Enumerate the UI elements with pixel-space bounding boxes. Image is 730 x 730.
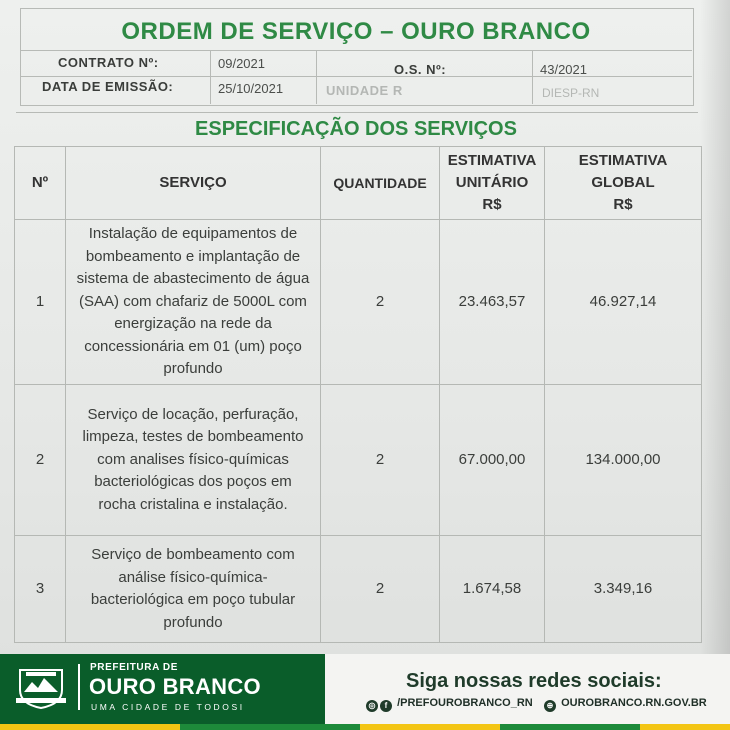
row-quantidade: 2 [321, 536, 440, 643]
col-num-header: Nº [15, 147, 66, 220]
spec-title: ESPECIFICAÇÃO DOS SERVIÇOS [195, 118, 517, 140]
emissao-label: DATA DE EMISSÃO: [42, 79, 174, 94]
col-global-line: ESTIMATIVA [578, 152, 668, 169]
footer-separator [78, 664, 80, 710]
globe-icon: ⊕ [544, 700, 556, 712]
paper-shadow [700, 0, 730, 660]
social-handle[interactable] [366, 697, 533, 712]
social-handle-text: /PREFOUROBRANCO_RN [397, 697, 533, 709]
row-unitario: 1.674,58 [440, 536, 545, 643]
header-divider [20, 50, 692, 51]
instagram-icon: ◎ [366, 700, 378, 712]
city-slogan: UMA CIDADE DE TODOSI [91, 702, 245, 712]
services-table [14, 146, 702, 643]
website-link[interactable] [544, 697, 707, 712]
footer-green-cut [285, 654, 325, 724]
header-divider [20, 76, 692, 77]
row-quantidade: 2 [321, 220, 440, 385]
table-row [15, 220, 702, 385]
col-global-line: GLOBAL [591, 174, 655, 191]
row-num: 3 [15, 536, 66, 643]
row-servico: Serviço de locação, perfuração, limpeza, testes de bombeamento com analises físico-químicas bacteriológicas dos poços em rocha cristalina e instalação. [66, 385, 321, 536]
facebook-icon: f [380, 700, 392, 712]
row-servico: Instalação de equipamentos de bombeamento e implantação de sistema de abastecimento de água (SAA) com chafariz de 5000L com energização na rede da concessionária em 01 (um) poço profundo [66, 220, 321, 385]
prefeitura-label: PREFEITURA DE [90, 662, 178, 673]
row-global: 134.000,00 [545, 385, 702, 536]
footer-stripe-yellow [360, 724, 500, 730]
os-value: 43/2021 [540, 62, 587, 77]
unidade-label: UNIDADE R [326, 83, 403, 98]
table-header-row [15, 147, 702, 220]
contrato-label: CONTRATO Nº: [58, 55, 159, 70]
col-servico-header: SERVIÇO [66, 147, 321, 220]
row-global: 46.927,14 [545, 220, 702, 385]
col-quantidade-header: QUANTIDADE [321, 147, 440, 220]
table-row [15, 385, 702, 536]
header-divider [210, 50, 211, 104]
spec-top-border [16, 112, 698, 113]
social-title: Siga nossas redes sociais: [406, 670, 662, 692]
emissao-value: 25/10/2021 [218, 81, 284, 96]
row-num: 1 [15, 220, 66, 385]
col-unitario-line: UNITÁRIO [455, 174, 529, 191]
row-unitario: 67.000,00 [440, 385, 545, 536]
row-unitario: 23.463,57 [440, 220, 545, 385]
table-row [15, 536, 702, 643]
header-divider [316, 50, 317, 104]
col-global-line: R$ [613, 196, 633, 213]
footer-stripe-yellow [640, 724, 730, 730]
document-title: ORDEM DE SERVIÇO – OURO BRANCO [121, 18, 591, 45]
unidade-value: DIESP-RN [542, 86, 600, 100]
website-text: OUROBRANCO.RN.GOV.BR [561, 697, 707, 709]
col-unitario-line: ESTIMATIVA [447, 152, 537, 169]
city-name: OURO BRANCO [89, 674, 261, 699]
row-quantidade: 2 [321, 385, 440, 536]
contrato-value: 09/2021 [218, 56, 265, 71]
footer-stripe-yellow [0, 724, 180, 730]
col-global-header [545, 147, 702, 220]
row-num: 2 [15, 385, 66, 536]
col-unitario-header [440, 147, 545, 220]
city-crest-icon [12, 664, 70, 710]
os-label: O.S. Nº: [394, 62, 447, 77]
row-global: 3.349,16 [545, 536, 702, 643]
row-servico: Serviço de bombeamento com análise físico-química-bacteriológica em poço tubular profundo [66, 536, 321, 643]
col-unitario-line: R$ [482, 196, 502, 213]
header-divider [532, 50, 533, 104]
